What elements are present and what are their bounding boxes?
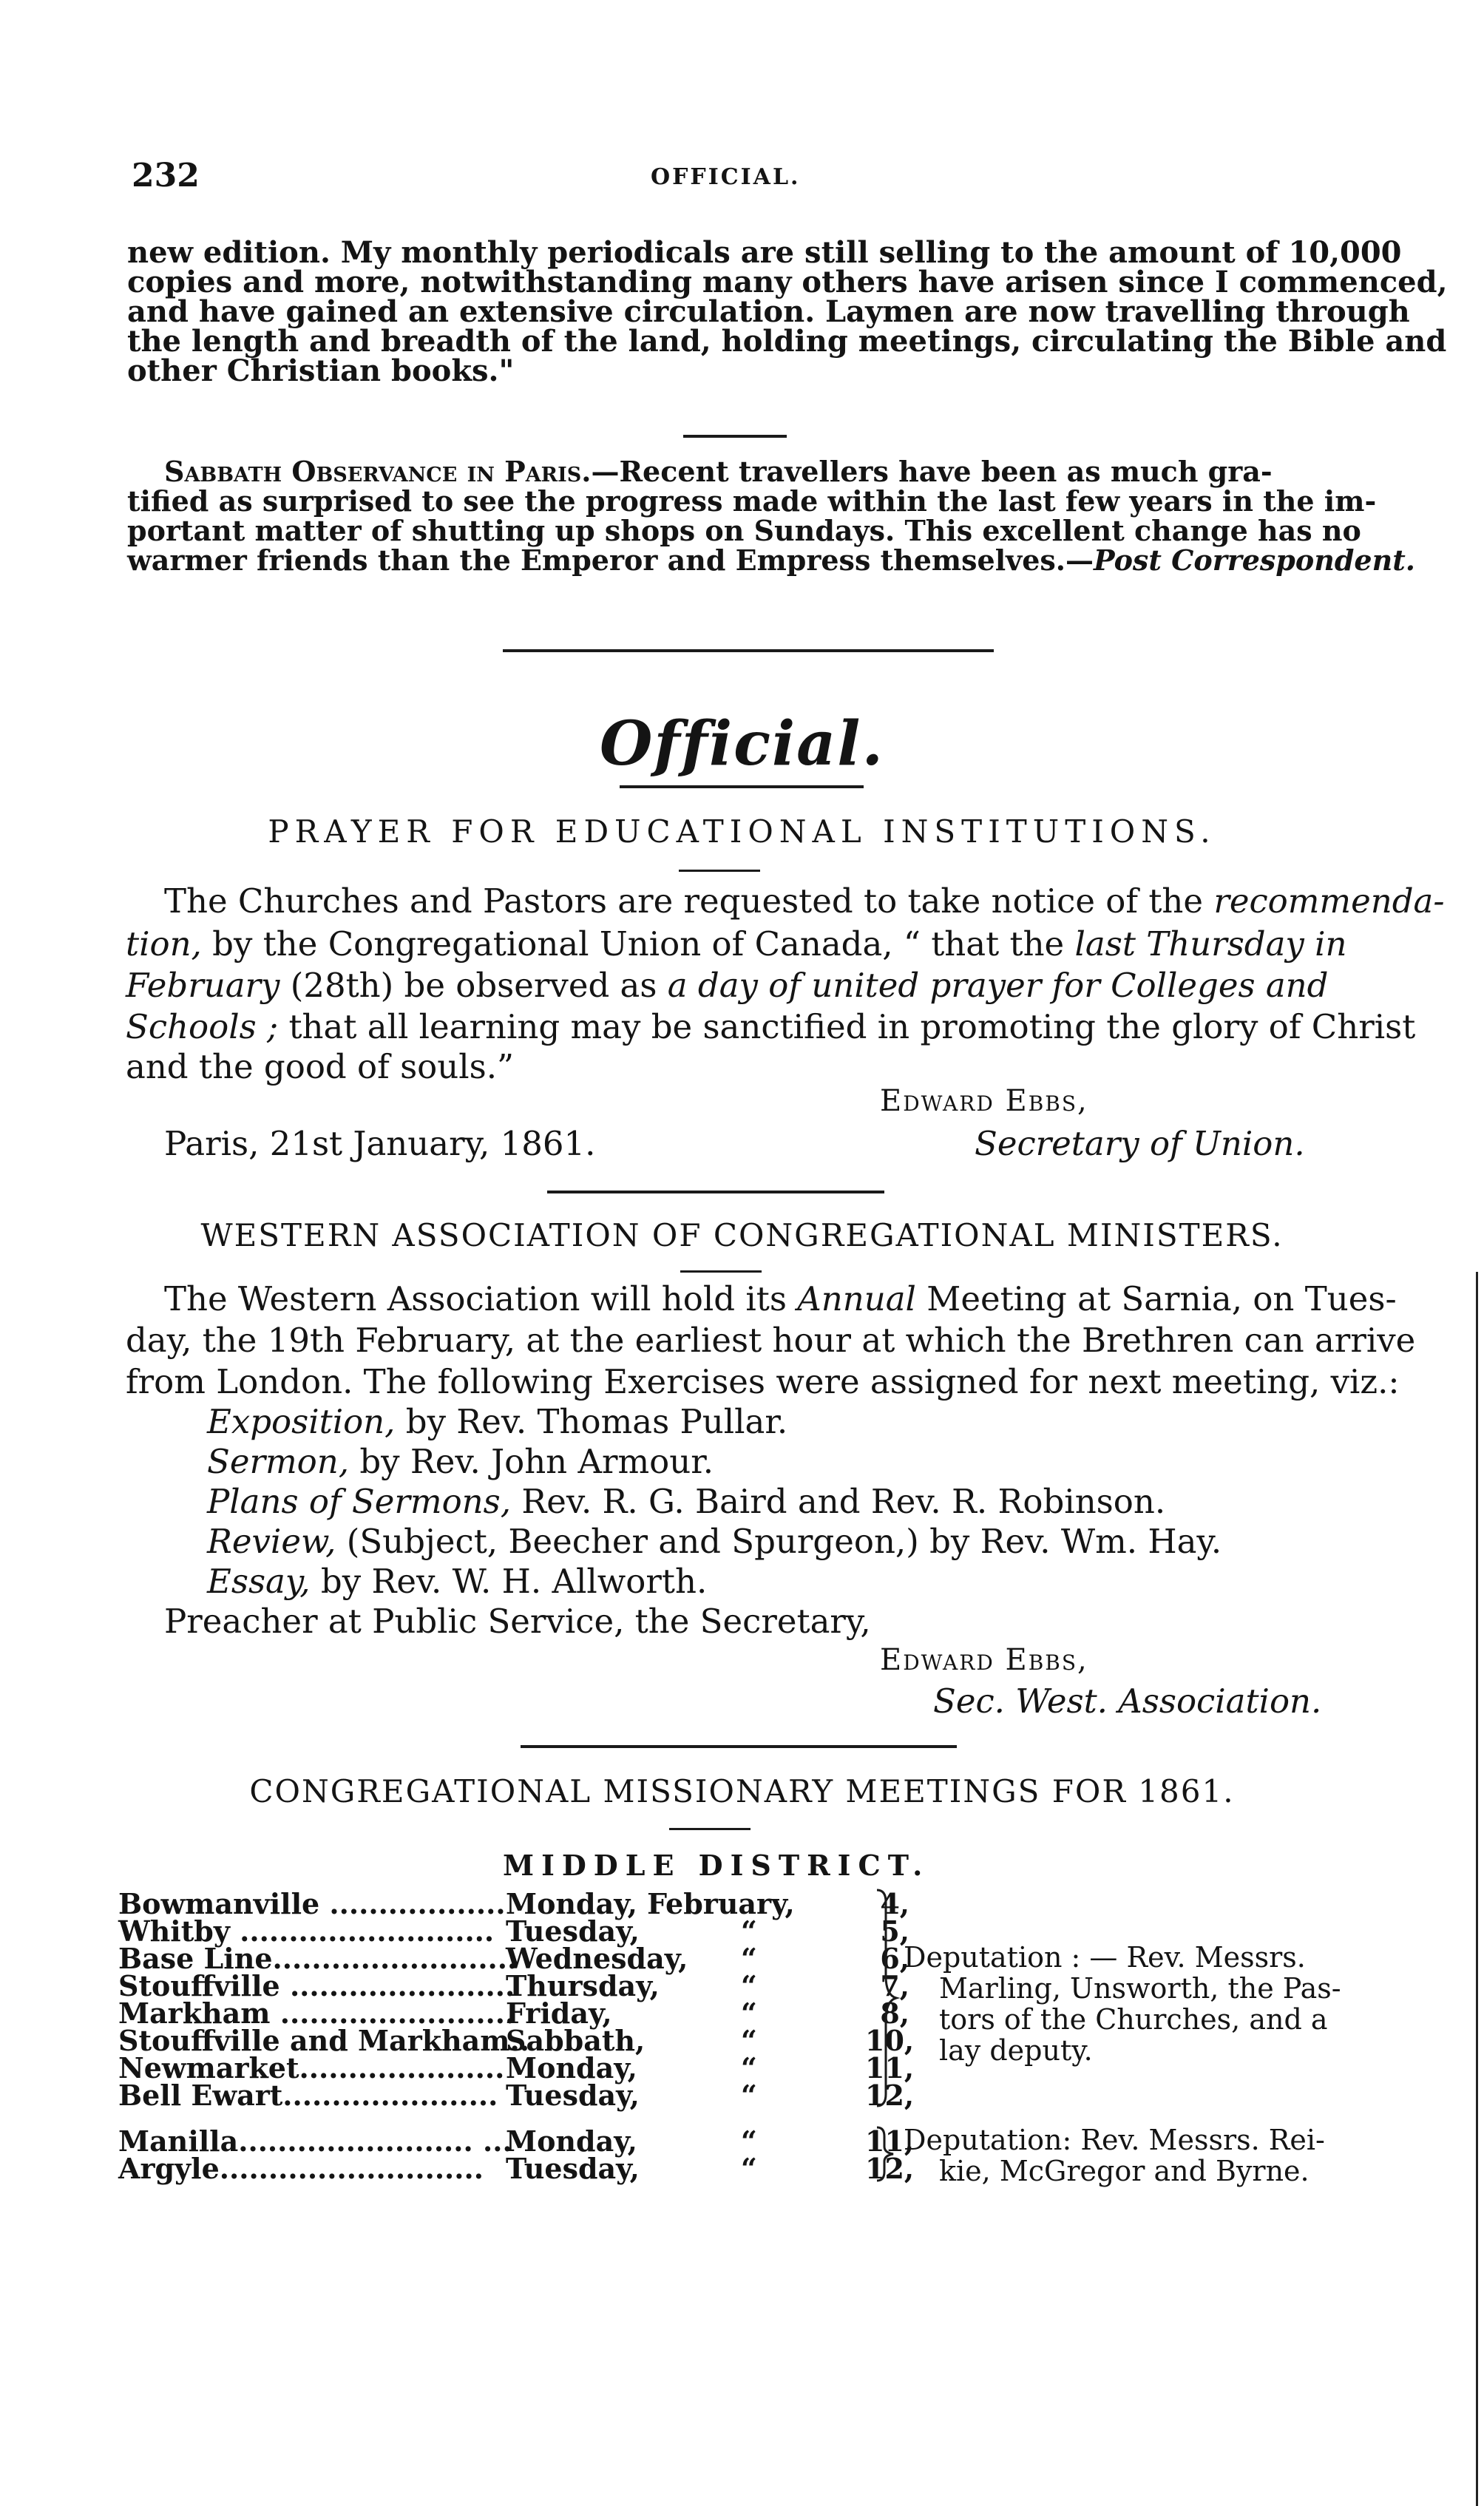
signature-name: Edward Ebbs, [880, 1084, 1088, 1118]
running-title: OFFICIAL. [651, 164, 801, 190]
district-heading: MIDDLE DISTRICT. [503, 1849, 930, 1882]
deputation-note: Deputation: Rev. Messrs. Rei- kie, McGregor and Byrne. [904, 2124, 1325, 2187]
prayer-line: Schools ; that all learning may be sanctified in promoting the glory of Christ [126, 1007, 1416, 1046]
deputation-note: Deputation : — Rev. Messrs. Marling, Unsworth, the Pas- tors of the Churches, and a lay deputy. [904, 1941, 1341, 2067]
western-heading: WESTERN ASSOCIATION OF CONGREGATIONAL MINISTERS. [200, 1217, 1284, 1253]
sabbath-paragraph [164, 457, 1347, 487]
sabbath-paragraph-cont [127, 484, 1416, 577]
divider [547, 1191, 884, 1193]
divider [521, 1745, 957, 1748]
sabbath-line: warmer friends than the Emperor and Empress themselves.— [127, 543, 1094, 577]
intro-paragraph [127, 235, 1448, 388]
brace-icon [873, 2124, 902, 2184]
divider [620, 785, 864, 788]
exercise-item: Essay, by Rev. W. H. Allworth. [207, 1562, 708, 1601]
exercise-item: Plans of Sermons, Rev. R. G. Baird and Rev. R. Robinson. [207, 1482, 1166, 1521]
missionary-heading: CONGREGATIONAL MISSIONARY MEETINGS FOR 1861. [249, 1773, 1235, 1809]
prayer-line: The Churches and Pastors are requested to take notice of the recommenda- [164, 881, 1445, 921]
sabbath-source: Post Correspondent. [1094, 543, 1416, 577]
preacher-line: Preacher at Public Service, the Secretary, [164, 1602, 871, 1641]
intro-line: other Christian books." [127, 353, 515, 388]
prayer-heading: PRAYER FOR EDUCATIONAL INSTITUTIONS. [268, 813, 1216, 850]
page-number: 232 [132, 157, 200, 194]
signature-name: Edward Ebbs, [880, 1643, 1088, 1677]
sabbath-line: portant matter of shutting up shops on Sundays. This excellent change has no [127, 514, 1361, 547]
western-line: day, the 19th February, at the earliest hour at which the Brethren can arrive [126, 1321, 1416, 1360]
place-date: Paris, 21st January, 1861. [164, 1124, 596, 1163]
intro-line: new edition. My monthly periodicals are still selling to the amount of 10,000 [127, 235, 1402, 270]
brace-icon [873, 1887, 902, 2109]
signature-title: Secretary of Union. [975, 1124, 1305, 1163]
intro-line: the length and breadth of the land, holding meetings, circulating the Bible and [127, 324, 1447, 359]
western-line: The Western Association will hold its Annual Meeting at Sarnia, on Tues- [164, 1279, 1397, 1318]
divider [679, 870, 760, 872]
sabbath-line: tified as surprised to see the progress made within the last few years in the im- [127, 484, 1377, 518]
prayer-line: February (28th) be observed as a day of united prayer for Colleges and [126, 966, 1329, 1005]
sabbath-heading: Sabbath Observance in Paris. [164, 455, 592, 488]
signature-title: Sec. West. Association. [933, 1682, 1322, 1721]
exercise-item: Sermon, by Rev. John Armour. [207, 1442, 714, 1481]
page-edge [1476, 1272, 1478, 2506]
exercise-item: Exposition, by Rev. Thomas Pullar. [207, 1402, 788, 1441]
divider [680, 1270, 762, 1273]
divider [683, 435, 787, 438]
western-line: from London. The following Exercises were assigned for next meeting, viz.: [126, 1362, 1400, 1401]
prayer-line: tion, by the Congregational Union of Canada, “ that the last Thursday in [126, 924, 1347, 964]
intro-line: and have gained an extensive circulation. Laymen are now travelling through [127, 294, 1410, 329]
section-title: Official. [599, 708, 885, 779]
divider [669, 1828, 751, 1830]
exercise-item: Review, (Subject, Beecher and Spurgeon,) by Rev. Wm. Hay. [207, 1522, 1222, 1561]
prayer-line: and the good of souls.” [126, 1047, 515, 1086]
sabbath-line: —Recent travellers have been as much gra- [591, 455, 1273, 488]
intro-line: copies and more, notwithstanding many others have arisen since I commenced, [127, 265, 1448, 299]
section-divider [503, 649, 994, 652]
